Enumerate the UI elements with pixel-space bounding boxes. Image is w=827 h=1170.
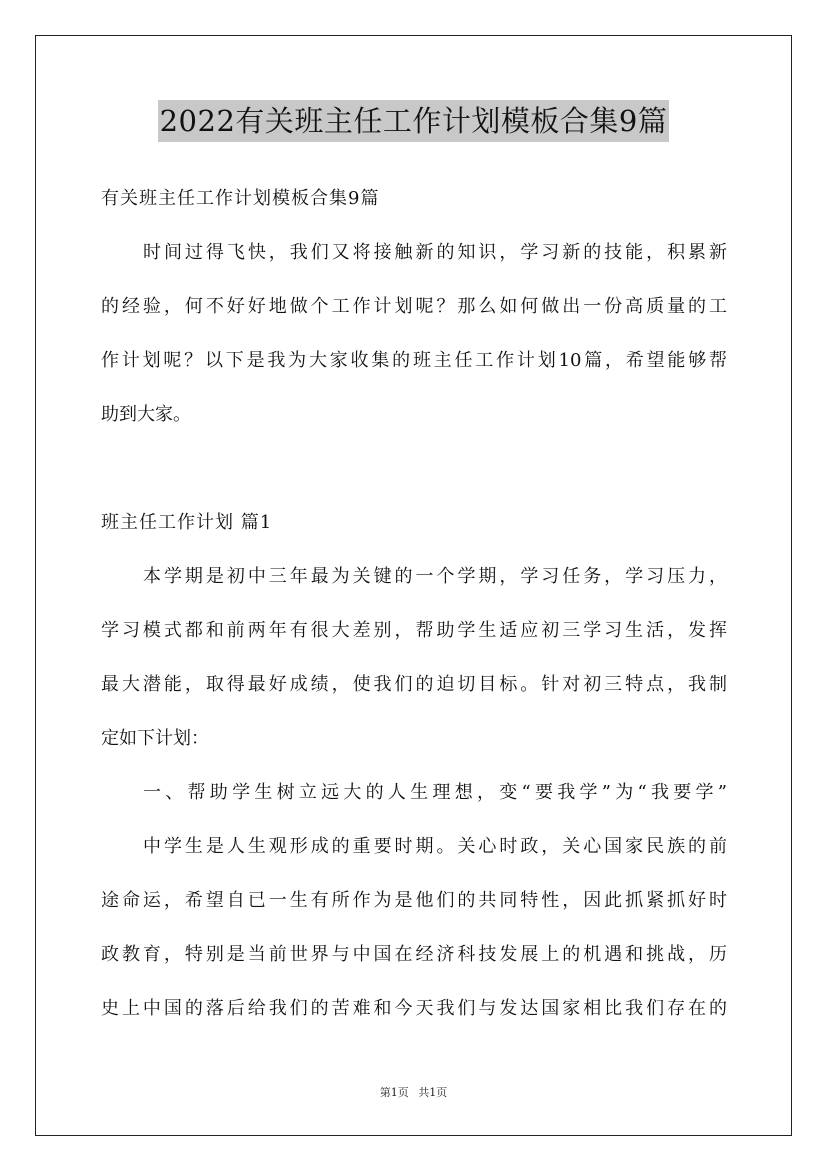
point-heading: 一、帮助学生树立远大的人生理想，变“要我学”为“我要学” bbox=[143, 782, 727, 803]
spacer bbox=[101, 442, 727, 496]
paragraph-line: 本学期是初中三年最为关键的一个学期，学习任务，学习压力， bbox=[143, 566, 727, 587]
intro-line: 作计划呢？以下是我为大家收集的班主任工作计划10篇，希望能够帮 bbox=[101, 350, 727, 371]
section-heading: 班主任工作计划 篇1 bbox=[101, 512, 273, 533]
title-container bbox=[0, 100, 827, 142]
paragraph-line: 最大潜能，取得最好成绩，使我们的迫切目标。针对初三特点，我制 bbox=[101, 674, 727, 695]
paragraph-line: 史上中国的落后给我们的苦难和今天我们与发达国家相比我们存在的 bbox=[101, 998, 727, 1019]
document-subtitle: 有关班主任工作计划模板合集9篇 bbox=[101, 188, 380, 209]
paragraph-line: 学习模式都和前两年有很大差别，帮助学生适应初三学习生活，发挥 bbox=[101, 620, 727, 641]
page-total: 共1页 bbox=[418, 1086, 448, 1099]
page-number: 第1页 bbox=[379, 1086, 409, 1099]
intro-line: 的经验，何不好好地做个工作计划呢？那么如何做出一份高质量的工 bbox=[101, 296, 727, 317]
page-footer bbox=[0, 1085, 827, 1101]
intro-line: 助到大家。 bbox=[101, 404, 191, 425]
paragraph-line: 定如下计划： bbox=[101, 728, 209, 749]
document-body bbox=[101, 172, 727, 1036]
intro-line: 时间过得飞快，我们又将接触新的知识，学习新的技能，积累新 bbox=[143, 242, 727, 263]
paragraph-line: 途命运，希望自已一生有所作为是他们的共同特性，因此抓紧抓好时 bbox=[101, 890, 727, 911]
paragraph-line: 政教育，特别是当前世界与中国在经济科技发展上的机遇和挑战，历 bbox=[101, 944, 727, 965]
paragraph-line: 中学生是人生观形成的重要时期。关心时政，关心国家民族的前 bbox=[143, 836, 727, 857]
document-title: 2022有关班主任工作计划模板合集9篇 bbox=[158, 100, 670, 142]
